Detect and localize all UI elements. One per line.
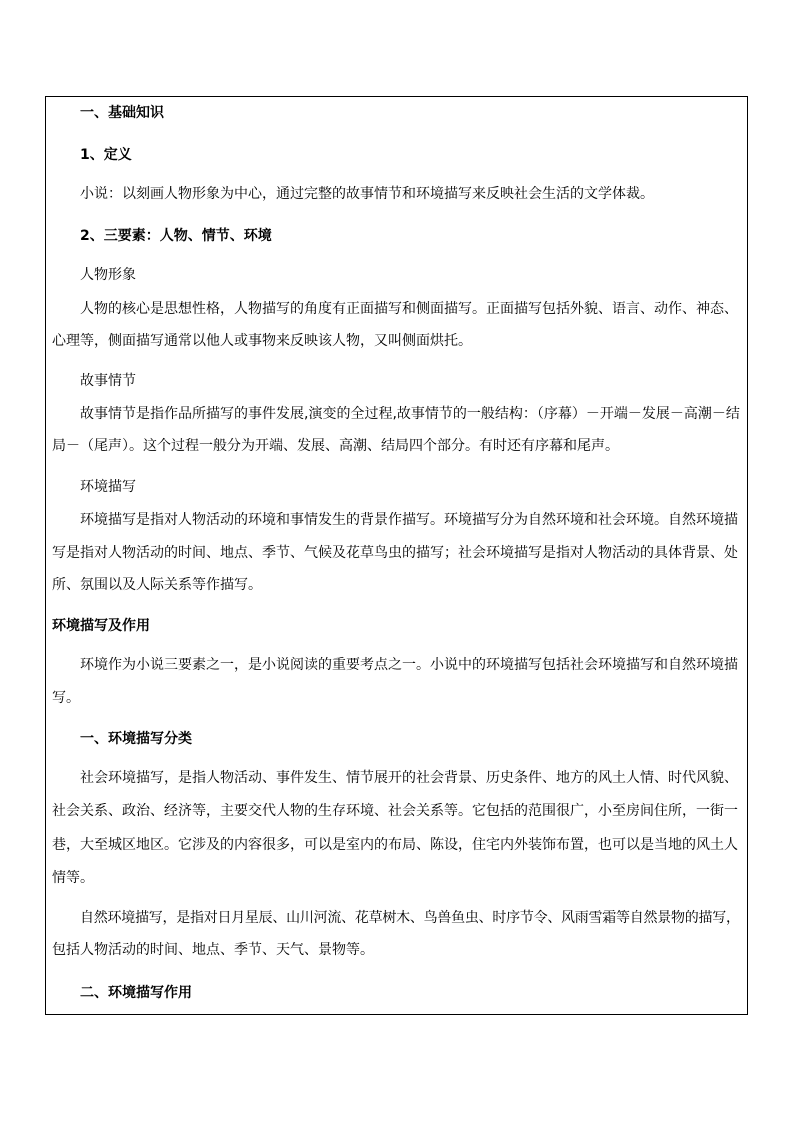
subheading-plot: 故事情节 (80, 373, 136, 389)
env-intro-line: 环境作为小说三要素之一，是小说阅读的重要考点之一。小说中的环境描写包括社会环境描写和自然环境描 (80, 657, 738, 673)
environment-paragraph-line: 所、氛围以及人际关系等作描写。 (52, 577, 262, 593)
heading-basic-knowledge: 一、基础知识 (80, 105, 164, 121)
social-env-line: 巷，大至城区地区。它涉及的内容很多，可以是室内的布局、陈设，住宅内外装饰布置，也可以是当地的风土人 (52, 837, 738, 853)
social-env-line: 情等。 (52, 870, 94, 886)
definition-text: 小说：以刻画人物形象为中心，通过完整的故事情节和环境描写来反映社会生活的文学体裁。 (80, 186, 654, 202)
character-paragraph-line: 人物的核心是思想性格，人物描写的角度有正面描写和侧面描写。正面描写包括外貌、语言、动作、神态、 (80, 301, 738, 317)
heading-classification: 一、环境描写分类 (80, 731, 192, 747)
subheading-environment: 环境描写 (80, 479, 136, 495)
plot-paragraph-line: 故事情节是指作品所描写的事件发展,演变的全过程,故事情节的一般结构：（序幕）－开端－发展－高潮－结 (80, 406, 740, 422)
heading-function: 二、环境描写作用 (80, 985, 192, 1001)
social-env-line: 社会环境描写，是指人物活动、事件发生、情节展开的社会背景、历史条件、地方的风土人情、时代风貌、 (80, 770, 738, 786)
natural-env-line: 自然环境描写，是指对日月星辰、山川河流、花草树木、鸟兽鱼虫、时序节令、风雨雪霜等自然景物的描写， (80, 910, 740, 926)
heading-env-function: 环境描写及作用 (52, 618, 150, 634)
social-env-line: 社会关系、政治、经济等，主要交代人物的生存环境、社会关系等。它包括的范围很广，小至房间住所，一街一 (52, 803, 738, 819)
plot-paragraph-line: 局－（尾声）。这个过程一般分为开端、发展、高潮、结局四个部分。有时还有序幕和尾声。 (52, 438, 619, 454)
environment-paragraph-line: 环境描写是指对人物活动的环境和事情发生的背景作描写。环境描写分为自然环境和社会环境。自然环境描 (80, 512, 738, 528)
env-intro-line: 写。 (52, 690, 80, 706)
subheading-character: 人物形象 (80, 267, 136, 283)
character-paragraph-line: 心理等，侧面描写通常以他人或事物来反映该人物，又叫侧面烘托。 (52, 333, 472, 349)
environment-paragraph-line: 写是指对人物活动的时间、地点、季节、气候及花草鸟虫的描写；社会环境描写是指对人物活动的具体背景、处 (52, 545, 738, 561)
heading-definition: 1、定义 (80, 147, 132, 163)
natural-env-line: 包括人物活动的时间、地点、季节、天气、景物等。 (52, 942, 374, 958)
heading-three-elements: 2、三要素：人物、情节、环境 (80, 228, 272, 244)
